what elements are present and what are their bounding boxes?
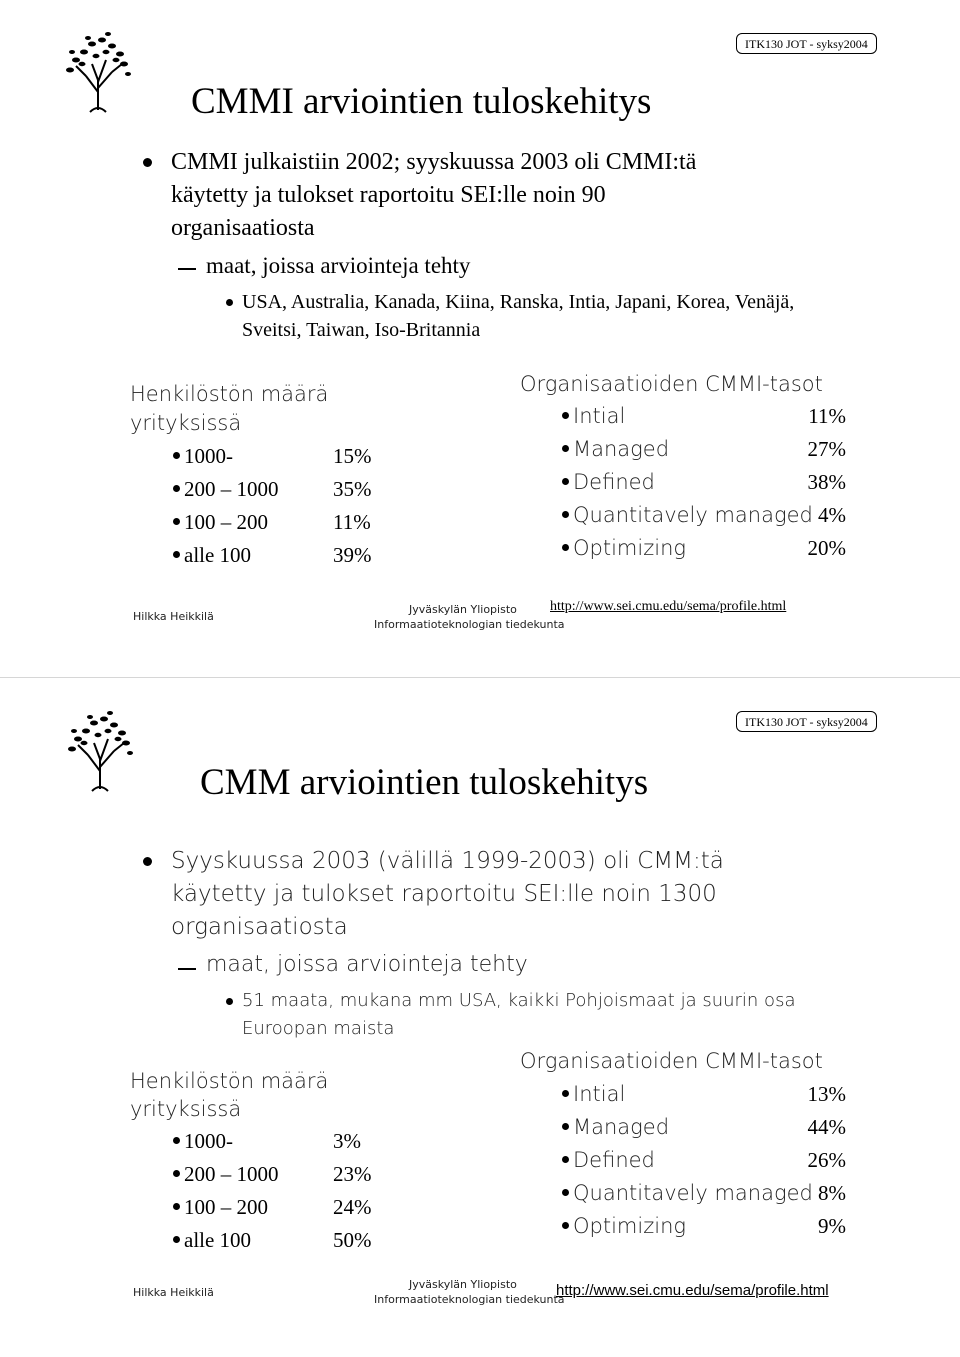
staff-row <box>173 510 268 535</box>
level-row <box>562 1115 669 1139</box>
staff-row-label: 200 – 1000 <box>184 477 279 501</box>
staff-row-value: 3% <box>333 1129 361 1153</box>
course-tag: ITK130 JOT - syksy2004 <box>736 33 877 54</box>
page-divider <box>0 677 960 678</box>
levels-title: Organisaatioiden CMMI-tasot <box>520 372 823 396</box>
bullet-dot <box>173 452 180 459</box>
level-row-label: Quantitavely managed <box>573 1181 813 1205</box>
bullet-dot <box>562 544 569 551</box>
level-row-label: Intial <box>573 404 626 428</box>
footer-url-link[interactable]: http://www.sei.cmu.edu/sema/profile.html <box>556 1282 829 1299</box>
bullet-dot <box>173 551 180 558</box>
sub-sub-bullet-dot <box>226 998 233 1005</box>
bullet-dot <box>173 485 180 492</box>
level-row-value: 13% <box>807 1082 846 1106</box>
bullet-dot <box>143 158 152 167</box>
bullet-dot <box>562 478 569 485</box>
level-row-label: Defined <box>573 1148 655 1172</box>
bullet-dot <box>562 1090 569 1097</box>
level-row-value: 27% <box>807 437 846 461</box>
staff-row-value: 23% <box>333 1162 372 1186</box>
bullet-dot <box>173 1137 180 1144</box>
sub-sub-bullet-text: 51 maata, mukana mm USA, kaikki Pohjoismaat ja suurin osa Euroopan maista <box>242 990 796 1039</box>
slide-title: CMM arviointien tuloskehitys <box>200 762 649 803</box>
staff-row-label: 100 – 200 <box>184 1195 268 1219</box>
level-row-value: 4% <box>818 503 846 527</box>
level-row-value: 44% <box>807 1115 846 1139</box>
footer-faculty: Informaatioteknologian tiedekunta <box>374 618 565 631</box>
footer-author: Hilkka Heikkilä <box>133 1286 214 1299</box>
staff-row-label: 200 – 1000 <box>184 1162 279 1186</box>
staff-row <box>173 543 251 568</box>
tree-logo-icon <box>62 30 134 114</box>
slide-1 <box>0 0 960 678</box>
level-row-label: Managed <box>573 1115 670 1139</box>
bullet-dot <box>562 412 569 419</box>
level-row <box>562 1148 655 1172</box>
staff-row <box>173 477 279 502</box>
sub-bullet-text: maat, joissa arviointeja tehty <box>206 952 528 977</box>
footer-author: Hilkka Heikkilä <box>133 610 214 623</box>
bullet-dot <box>562 1189 569 1196</box>
footer-faculty: Informaatioteknologian tiedekunta <box>374 1293 565 1306</box>
level-row <box>562 404 625 428</box>
staff-row-value: 15% <box>333 444 372 468</box>
level-row <box>562 437 669 461</box>
staff-title-line2: yrityksissä <box>130 1097 242 1121</box>
level-row-label: Quantitavely managed <box>573 503 813 527</box>
level-row-value: 38% <box>807 470 846 494</box>
level-row-label: Optimizing <box>573 1214 686 1238</box>
level-row-label: Optimizing <box>573 536 686 560</box>
staff-row-label: 100 – 200 <box>184 510 268 534</box>
level-row <box>562 536 686 560</box>
main-bullet-text: Syyskuussa 2003 (välillä 1999-2003) oli CMM:tä käytetty ja tulokset raportoitu SEI:lle noin 1300 organisaatiosta <box>171 848 724 940</box>
sub-bullet-dash <box>178 968 196 970</box>
level-row <box>562 503 813 527</box>
bullet-dot <box>562 1123 569 1130</box>
bullet-dot <box>143 857 152 866</box>
bullet-dot <box>173 518 180 525</box>
sub-bullet-dash <box>178 268 196 270</box>
bullet-dot <box>562 445 569 452</box>
footer-university: Jyväskylän Yliopisto <box>409 1278 517 1291</box>
staff-row-value: 39% <box>333 543 372 567</box>
level-row-value: 20% <box>807 536 846 560</box>
bullet-dot <box>173 1203 180 1210</box>
course-tag: ITK130 JOT - syksy2004 <box>736 711 877 732</box>
staff-row <box>173 1195 268 1220</box>
slide-title: CMMI arviointien tuloskehitys <box>191 81 652 122</box>
level-row-value: 26% <box>807 1148 846 1172</box>
staff-title-line2: yrityksissä <box>130 411 242 435</box>
staff-title-line1: Henkilöstön määrä <box>130 1069 329 1093</box>
staff-row-value: 50% <box>333 1228 372 1252</box>
level-row-label: Managed <box>573 437 670 461</box>
bullet-dot <box>173 1236 180 1243</box>
staff-row-label: alle 100 <box>184 543 252 567</box>
levels-title: Organisaatioiden CMMI-tasot <box>520 1049 823 1073</box>
sub-sub-bullet-text: USA, Australia, Kanada, Kiina, Ranska, Intia, Japani, Korea, Venäjä, Sveitsi, Taiwan, Iso-Britannia <box>242 291 795 341</box>
footer-university: Jyväskylän Yliopisto <box>409 603 517 616</box>
slide-2 <box>0 679 960 1357</box>
level-row <box>562 1082 625 1106</box>
sub-sub-bullet-dot <box>226 299 233 306</box>
level-row <box>562 1214 686 1238</box>
level-row <box>562 470 655 494</box>
staff-row-value: 24% <box>333 1195 372 1219</box>
bullet-dot <box>562 1156 569 1163</box>
staff-title-line1: Henkilöstön määrä <box>130 382 329 406</box>
staff-row <box>173 444 233 469</box>
staff-row-label: alle 100 <box>184 1228 252 1252</box>
staff-row <box>173 1162 279 1187</box>
level-row <box>562 1181 813 1205</box>
staff-row-label: 1000- <box>184 1129 233 1153</box>
sub-bullet-text: maat, joissa arviointeja tehty <box>206 253 471 278</box>
level-row-value: 9% <box>818 1214 846 1238</box>
staff-row <box>173 1228 251 1253</box>
bullet-dot <box>562 1222 569 1229</box>
level-row-label: Intial <box>573 1082 626 1106</box>
staff-row-value: 35% <box>333 477 372 501</box>
level-row-value: 8% <box>818 1181 846 1205</box>
tree-logo-icon <box>64 709 136 793</box>
bullet-dot <box>173 1170 180 1177</box>
level-row-value: 11% <box>808 404 846 428</box>
staff-row <box>173 1129 233 1154</box>
bullet-dot <box>562 511 569 518</box>
footer-url-link[interactable]: http://www.sei.cmu.edu/sema/profile.html <box>550 599 787 614</box>
level-row-label: Defined <box>573 470 655 494</box>
staff-row-value: 11% <box>333 510 371 534</box>
main-bullet-text: CMMI julkaistiin 2002; syyskuussa 2003 oli CMMI:tä käytetty ja tulokset raportoitu SEI:lle noin 90 organisaatiosta <box>171 149 697 241</box>
staff-row-label: 1000- <box>184 444 233 468</box>
